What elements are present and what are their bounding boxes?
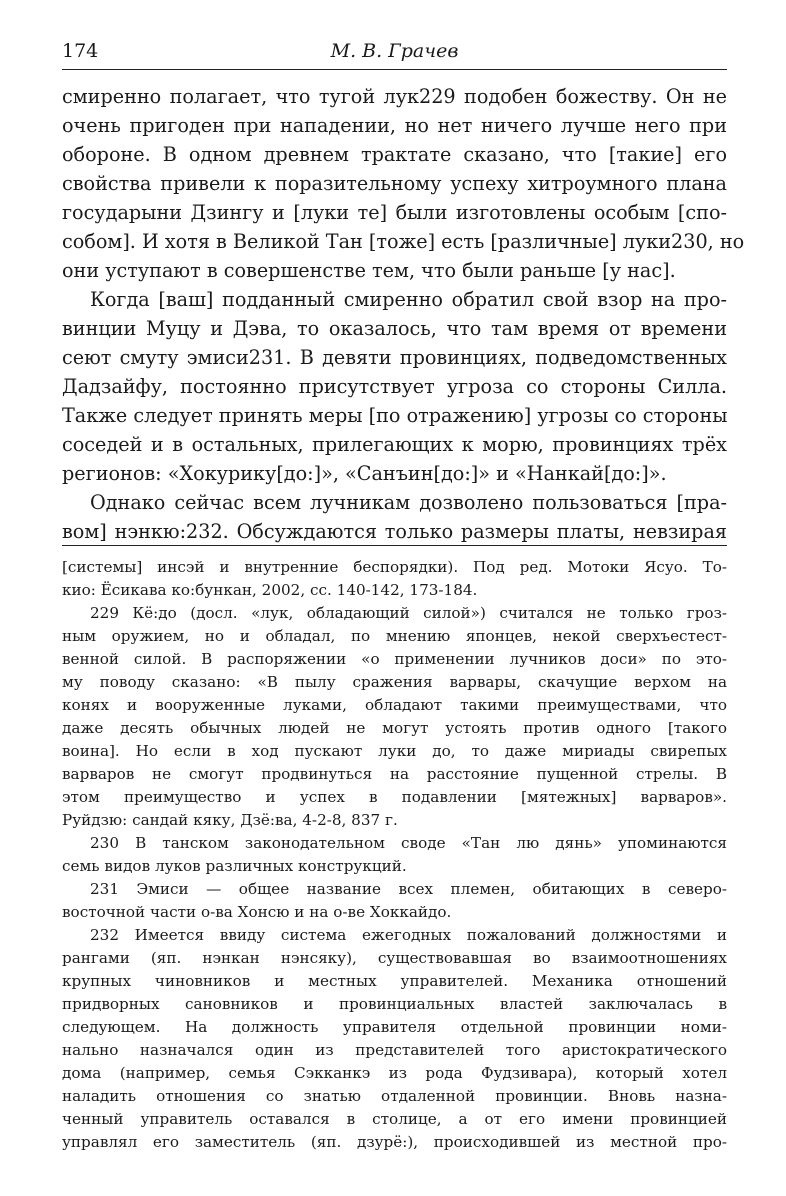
text-line: обороне. В одном древнем трактате сказано, что [такие] его <box>62 143 727 166</box>
footnote-line: Руйдзю: сандай кяку, Дзё:ва, 4-2-8, 837 г. <box>62 811 398 829</box>
text-line: собом]. И хотя в Великой Тан [тоже] есть [различные] луки230, но <box>62 230 745 253</box>
text-line: очень пригоден при нападении, но нет ничего лучше него при <box>62 114 727 137</box>
footnote-rule <box>62 545 727 546</box>
footnote-line: 229 Кё:до (досл. «лук, обладающий силой») считался не только гроз- <box>90 604 727 622</box>
footnote-line: этом преимущество и успех в подавлении [мятежных] варваров». <box>62 788 727 806</box>
text-line: винции Муцу и Дэва, то оказалось, что там время от времени <box>62 317 727 340</box>
running-head: М. В. Грачев <box>330 40 459 62</box>
text-line: вом] нэнкю:232. Обсуждаются только размеры платы, невзирая <box>62 520 727 543</box>
footnote-line: следующем. На должность управителя отдельной провинции номи- <box>62 1018 727 1036</box>
footnote-line: варваров не смогут продвинуться на расстояние пущенной стрелы. В <box>62 765 727 783</box>
footnote-line: придворных сановников и провинциальных властей заключалась в <box>62 995 727 1013</box>
footnote-line: 231 Эмиси — общее название всех племен, обитающих в северо- <box>90 880 727 898</box>
footnote-line: нально назначался один из представителей того аристократического <box>62 1041 727 1059</box>
footnote-line: [системы] инсэй и внутренние беспорядки). Под ред. Мотоки Ясуо. То- <box>62 558 727 576</box>
footnote-line: семь видов луков различных конструкций. <box>62 857 407 875</box>
footnote-line: управлял его заместитель (яп. дзурё:), происходившей из местной про- <box>62 1133 727 1151</box>
page-header <box>62 40 727 68</box>
footnote-line: венной силой. В распоряжении «о применении лучников доси» по это- <box>62 650 727 668</box>
text-line: Когда [ваш] подданный смиренно обратил свой взор на про- <box>90 288 727 311</box>
text-line: смиренно полагает, что тугой лук229 подобен божеству. Он не <box>62 85 727 108</box>
text-line: Дадзайфу, постоянно присутствует угроза со стороны Силла. <box>62 375 727 398</box>
footnote-line: наладить отношения со знатью отдаленной провинции. Вновь назна- <box>62 1087 727 1105</box>
header-rule <box>62 69 727 70</box>
text-line: регионов: «Хокурику[до:]», «Санъин[до:]» и «Нанкай[до:]». <box>62 462 667 485</box>
text-line: сеют смуту эмиси231. В девяти провинциях, подведомственных <box>62 346 727 369</box>
footnote-line: ченный управитель оставался в столице, а от его имени провинцией <box>62 1110 727 1128</box>
footnote-line: дома (например, семья Сэкканкэ из рода Фудзивара), который хотел <box>62 1064 727 1082</box>
text-line: государыни Дзингу и [луки те] были изготовлены особым [спо- <box>62 201 727 224</box>
footnote-line: даже десять обычных людей не могут устоять против одного [такого <box>62 719 727 737</box>
footnote-line: рангами (яп. нэнкан нэнсяку), существовавшая во взаимоотношениях <box>62 949 727 967</box>
footnotes <box>62 556 727 1154</box>
footnote-line: ным оружием, но и обладал, по мнению японцев, некой сверхъестест- <box>62 627 727 645</box>
page-number: 174 <box>62 40 99 62</box>
text-line: Однако сейчас всем лучникам дозволено пользоваться [пра- <box>90 491 727 514</box>
footnote-line: воина]. Но если в ход пускают луки до, то даже мириады свирепых <box>62 742 727 760</box>
footnote-line: 232 Имеется ввиду система ежегодных пожалований должностями и <box>90 926 727 944</box>
text-line: Также следует принять меры [по отражению] угрозы со стороны <box>62 404 728 427</box>
footnote-line: 230 В танском законодательном своде «Тан лю дянь» упоминаются <box>90 834 727 852</box>
footnote-line: конях и вооруженные луками, обладают такими преимуществами, что <box>62 696 727 714</box>
main-text <box>62 82 745 546</box>
footnote-line: му поводу сказано: «В пылу сражения варвары, скачущие верхом на <box>62 673 727 691</box>
footnote-line: кио: Ёсикава ко:бункан, 2002, сс. 140-142, 173-184. <box>62 581 478 599</box>
footnote-line: крупных чиновников и местных управителей. Механика отношений <box>62 972 727 990</box>
footnote-line: восточной части о-ва Хонсю и на о-ве Хоккайдо. <box>62 903 452 921</box>
text-line: они уступают в совершенстве тем, что были раньше [у нас]. <box>62 259 676 282</box>
text-line: свойства привели к поразительному успеху хитроумного плана <box>62 172 727 195</box>
text-line: соседей и в остальных, прилегающих к морю, провинциях трёх <box>62 433 727 456</box>
